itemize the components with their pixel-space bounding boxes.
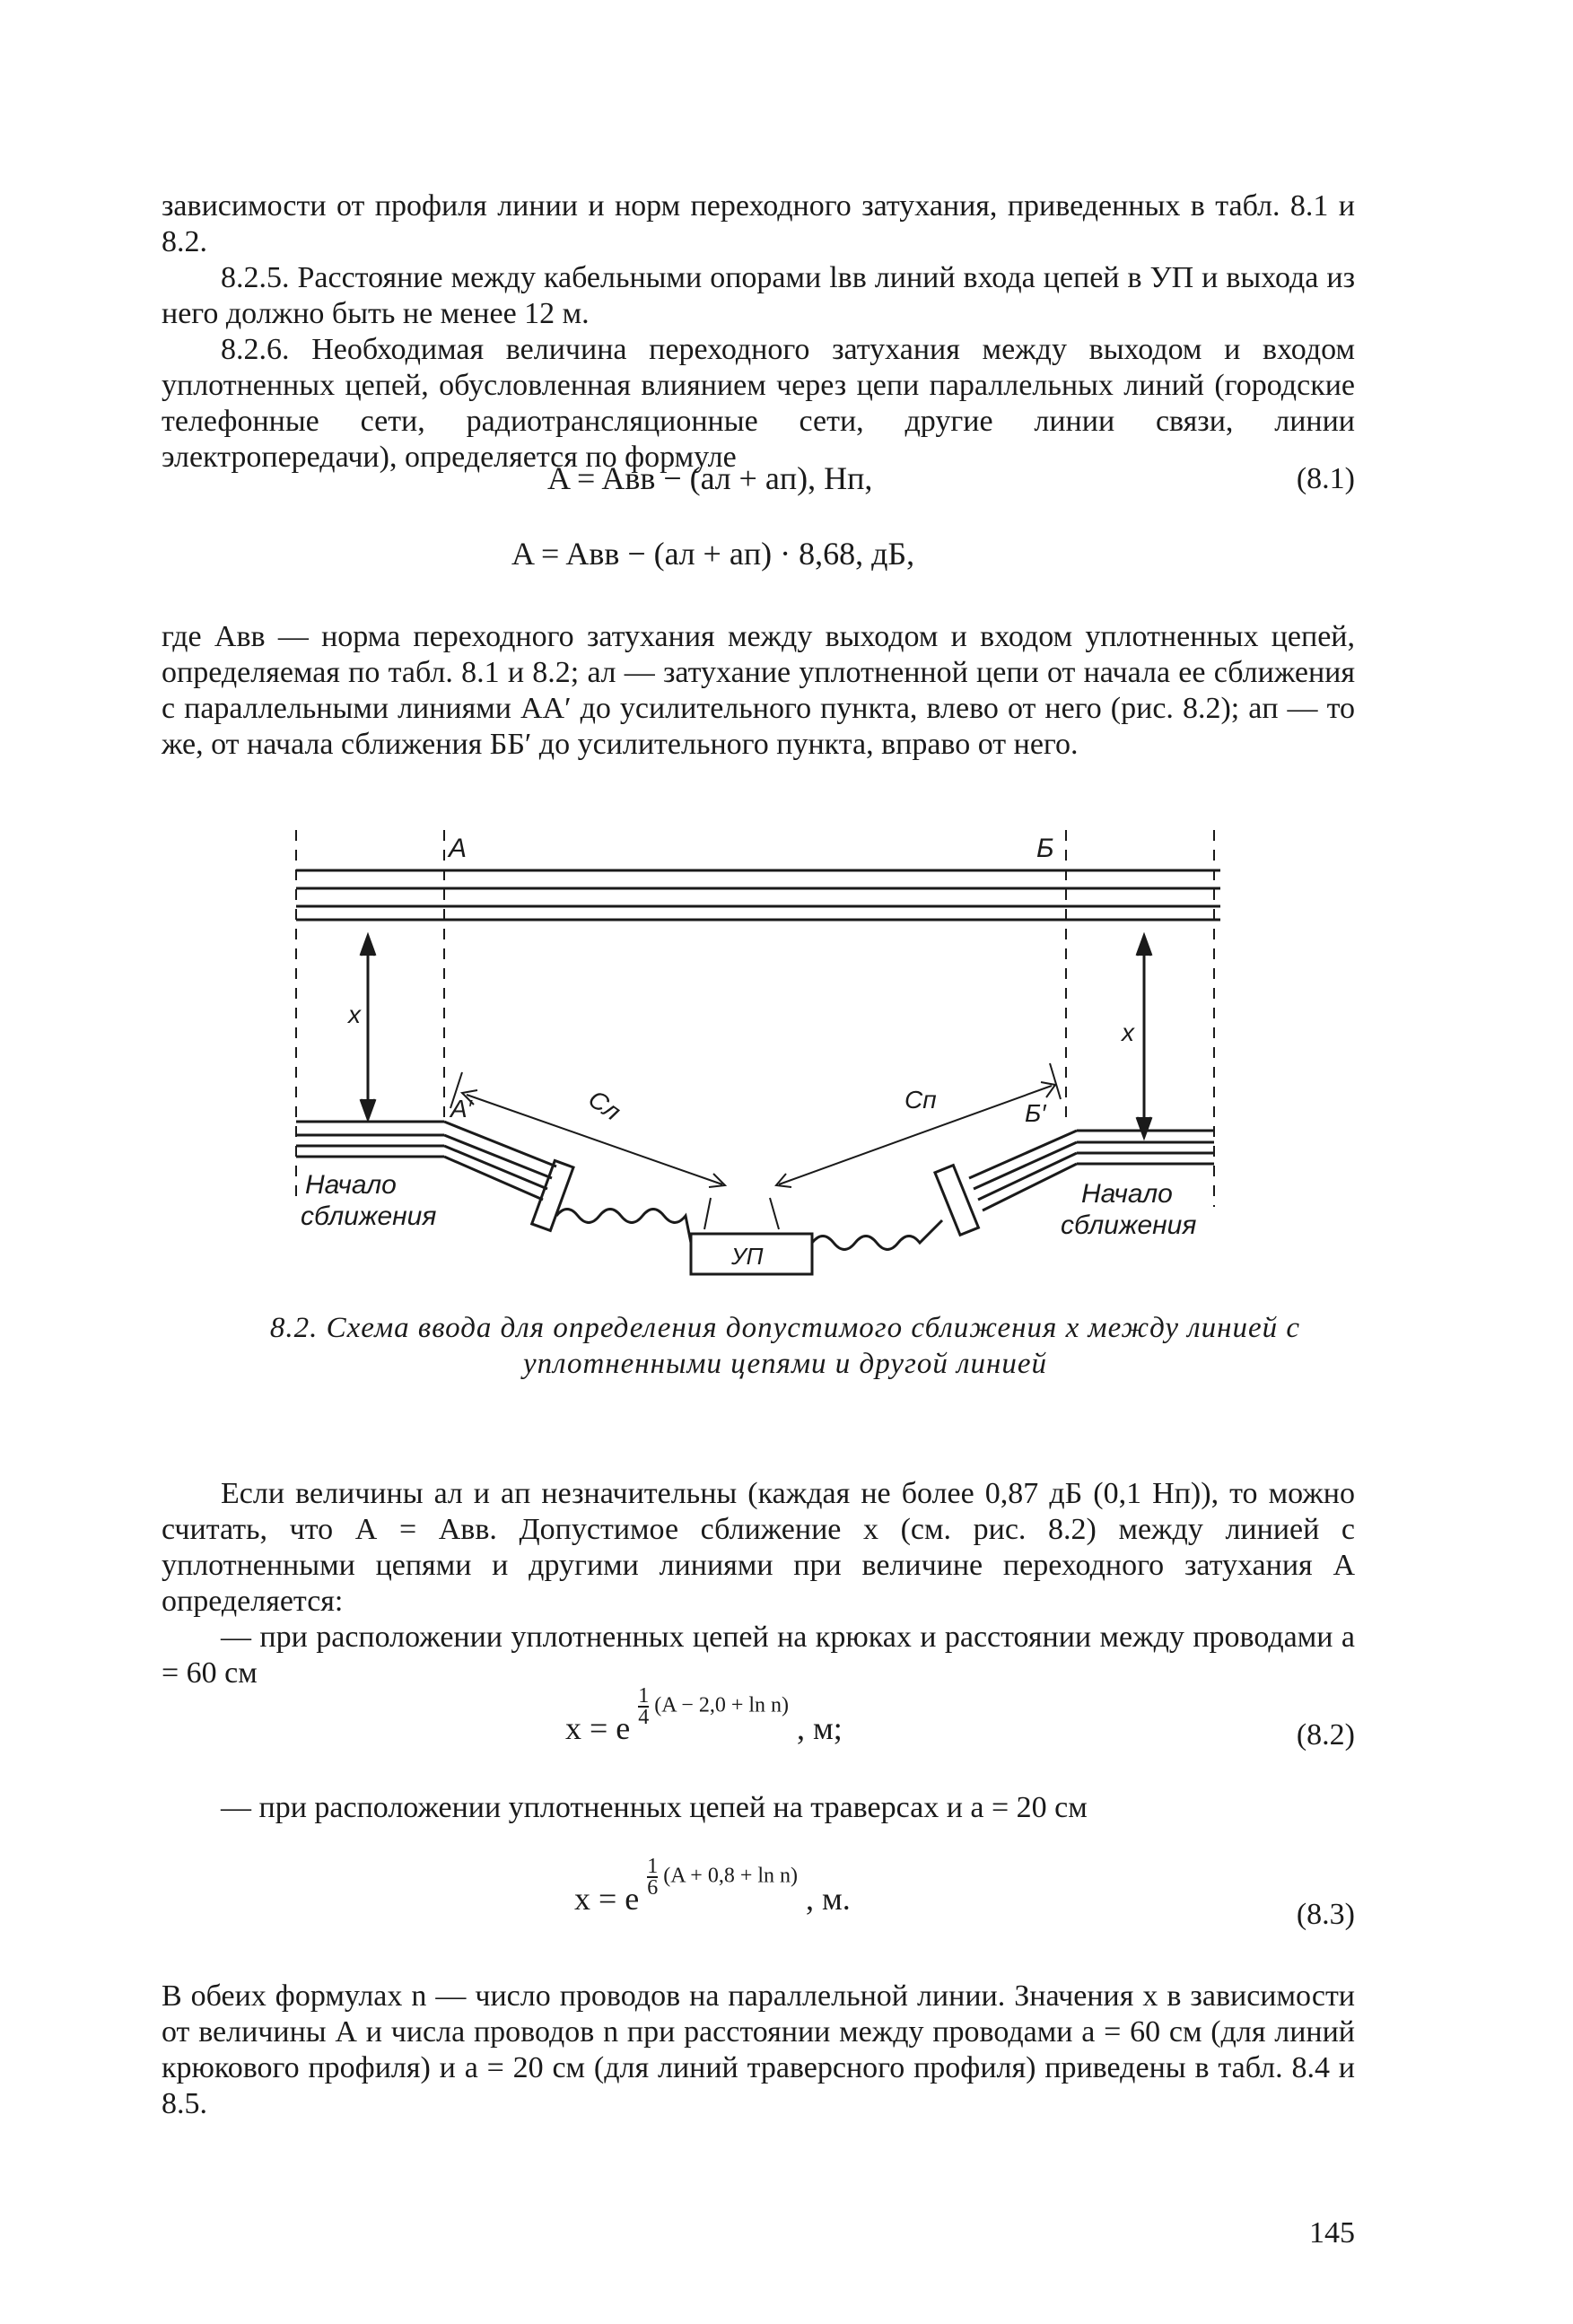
fraction-denominator: 4 (638, 1706, 650, 1730)
label-left-start-1: Начало (305, 1170, 397, 1200)
label-right-start-1: Начало (1081, 1179, 1173, 1209)
text-block-bottom (162, 1979, 1355, 2122)
text-block-middle (162, 1476, 1355, 1691)
label-cp: Сп (904, 1086, 937, 1114)
formula-8-3-exp-expr: (A + 0,8 + ln n) (663, 1865, 799, 1888)
formula-8-2-exp-expr: (A − 2,0 + ln n) (654, 1694, 790, 1717)
fraction-numerator: 1 (638, 1684, 650, 1708)
formula-8-1-db: A = Aвв − (aл + aп) · 8,68, дБ, (511, 536, 915, 572)
formula-8-2-fraction (638, 1684, 650, 1730)
label-up: УП (731, 1243, 764, 1270)
formula-8-2-lhs: x = e (565, 1710, 631, 1746)
text-block-top (162, 188, 1355, 476)
label-a-prime: A′ (450, 1095, 472, 1123)
label-b: Б (1036, 834, 1054, 863)
label-cl: Сл (583, 1084, 626, 1126)
paragraph-if-values: Если величины aл и aп незначительны (каждая не более 0,87 дБ (0,1 Нп)), то можно считать, что А = Авв. Допустимое сближение x (см. рис. 8.2) между линией с уплотненными цепями и другими линиями при величине переходного затухания А определяется: (162, 1477, 1355, 1618)
paragraph-8-2-5: 8.2.5. Расстояние между кабельными опорами lвв линий входа цепей в УП и выхода из него должно быть не менее 12 м. (162, 261, 1355, 330)
page-number: 145 (1309, 2216, 1355, 2250)
label-b-prime: Б′ (1025, 1099, 1046, 1127)
figure-caption: 8.2. Схема ввода для определения допустимого сближения x между линией с уплотненными цепями и другой линией (269, 1312, 1301, 1380)
equation-number-8-3: (8.3) (1296, 1898, 1355, 1931)
label-x-right: x (1122, 1018, 1134, 1046)
formula-8-2 (565, 1684, 843, 1754)
formula-8-1: A = Aвв − (aл + aп), Нп, (547, 460, 873, 496)
formula-8-3-exponent (647, 1857, 798, 1898)
paragraph-definitions: где Авв — норма переходного затухания между выходом и входом уплотненных цепей, определяемая по табл. 8.1 и 8.2; aл — затухание уплотненной цепи от начала ее сближения с параллельными линиями АА′ до усилительного пункта, влево от него (рис. 8.2); aп — то же, от начала сближения ББ′ до усилительного пункта, вправо от него. (162, 620, 1355, 761)
formula-8-2-exponent (638, 1684, 790, 1730)
figure-8-2-diagram (287, 821, 1238, 1288)
fraction-denominator: 6 (647, 1876, 659, 1900)
paragraph-traverse: — при расположении уплотненных цепей на траверсах и a = 20 см (221, 1791, 1088, 1824)
fraction-numerator: 1 (647, 1855, 659, 1879)
formula-8-3-fraction (647, 1857, 658, 1898)
paragraph-continuation: зависимости от профиля линии и норм переходного затухания, приведенных в табл. 8.1 и 8.2. (162, 189, 1355, 258)
text-block-definitions (162, 619, 1355, 763)
paragraph-both-formulas: В обеих формулах n — число проводов на параллельной линии. Значения x в зависимости от величины А и числа проводов n при расстоянии между проводами a = 60 см (для линий крюкового профиля) и a = 20 см (для линий траверсного профиля) приведены в табл. 8.4 и 8.5. (162, 1979, 1355, 2120)
paragraph-hooks: — при расположении уплотненных цепей на крюках и расстоянии между проводами a = 60 см (162, 1621, 1355, 1690)
label-right-start-2: сближения (1061, 1210, 1197, 1240)
text-block-traverse (162, 1790, 1355, 1826)
label-a: A (449, 834, 468, 863)
equation-number-8-1: (8.1) (1296, 462, 1355, 495)
formula-8-3-unit: , м. (806, 1881, 851, 1917)
paragraph-8-2-6: 8.2.6. Необходимая величина переходного затухания между выходом и входом уплотненных цепей, обусловленная влиянием через цепи параллельных линий (городские телефонные сети, радиотрансляционные сети, другие линии связи, линии электропередачи), определяется по формуле (162, 333, 1355, 474)
formula-8-2-unit: , м; (797, 1710, 843, 1746)
equation-number-8-2: (8.2) (1296, 1718, 1355, 1752)
label-x-left: x (348, 1000, 361, 1028)
formula-8-3 (574, 1855, 851, 1925)
formula-8-3-lhs: x = e (574, 1881, 640, 1917)
label-left-start-2: сближения (301, 1201, 437, 1231)
